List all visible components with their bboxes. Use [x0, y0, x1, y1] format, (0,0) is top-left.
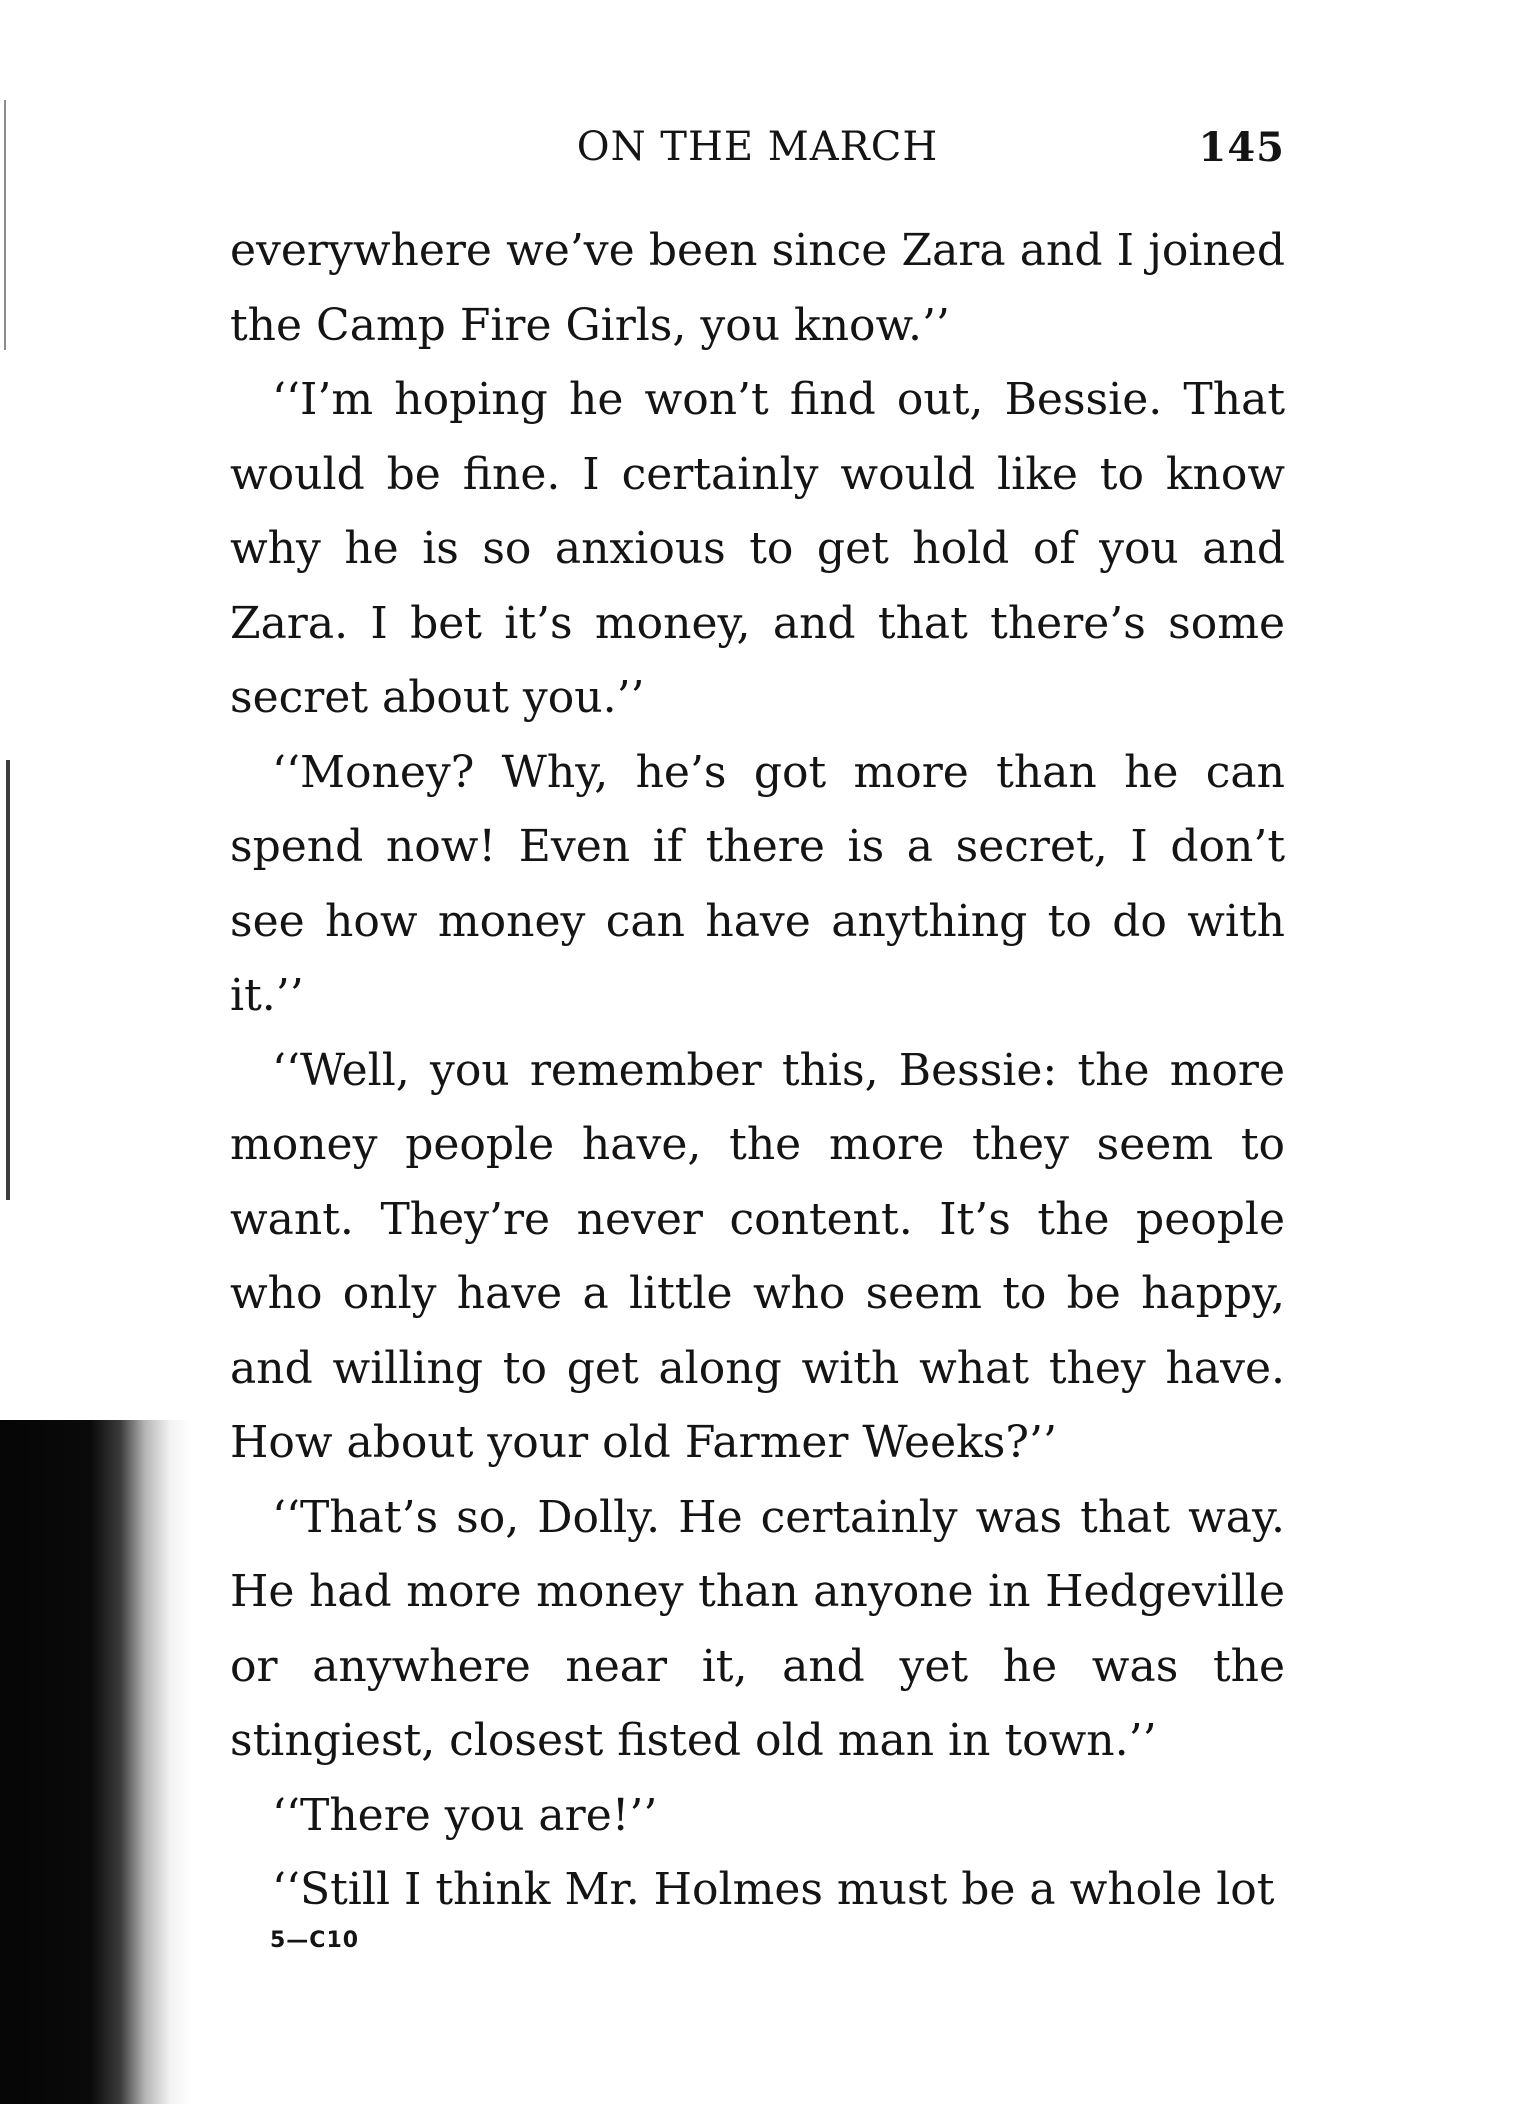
binding-shadow — [0, 1420, 190, 2104]
signature-mark: 5—C10 — [270, 1927, 360, 1953]
book-page — [230, 118, 1285, 1953]
paragraph: ‘‘That’s so, Dolly. He certainly was that way. He had more money than anyone in Hedgeville or anywhere near it, and yet he was the stingiest, closest fisted old man in town.’’ — [230, 1491, 1285, 1766]
page-header — [230, 118, 1285, 178]
page-number: 145 — [1198, 124, 1285, 171]
paragraph: ‘‘Money? Why, he’s got more than he can spend now! Even if there is a secret, I don’t see how money can have anything to do with it.’’ — [230, 746, 1285, 1021]
running-head: ON THE MARCH — [576, 124, 939, 170]
paragraph: ‘‘Well, you remember this, Bessie: the more money people have, the more they seem to want. They’re never content. It’s the people who only have a little who seem to be happy, and willing to get along with what they have. How about your old Farmer Weeks?’’ — [230, 1044, 1285, 1468]
page-edge-line — [6, 760, 10, 1200]
page-edge-line-top — [4, 100, 6, 350]
body-text — [230, 214, 1285, 1928]
paragraph: ‘‘There you are!’’ — [272, 1789, 658, 1841]
paragraph: ‘‘Still I think Mr. Holmes must be a whole lot — [272, 1864, 1275, 1915]
paragraph: everywhere we’ve been since Zara and I joined the Camp Fire Girls, you know.’’ — [230, 225, 1285, 351]
paragraph: ‘‘I’m hoping he won’t find out, Bessie. That would be fine. I certainly would like to know why he is so anxious to get hold of you and Zara. I bet it’s money, and that there’s some secret about you.’’ — [230, 374, 1285, 723]
